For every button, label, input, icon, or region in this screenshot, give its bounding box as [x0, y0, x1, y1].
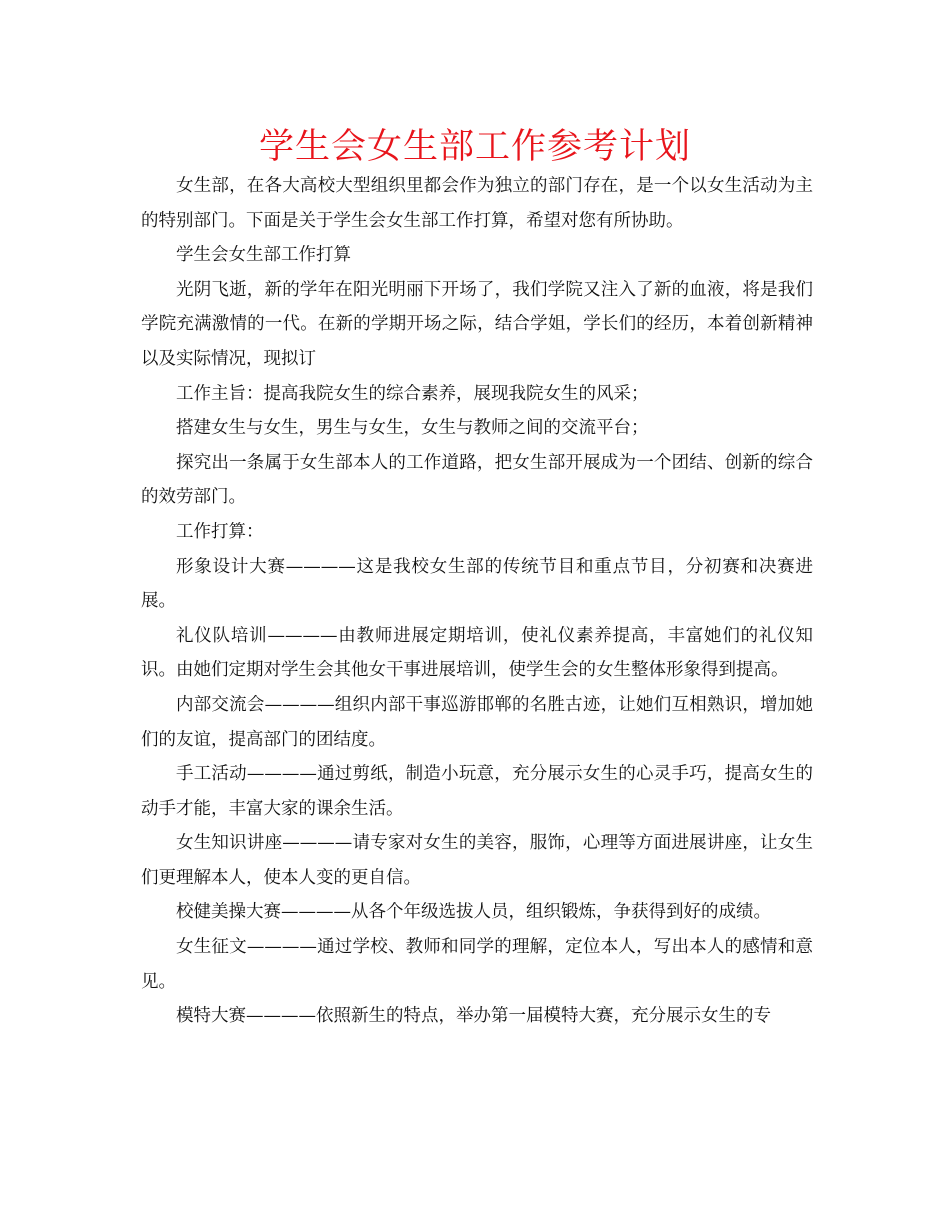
paragraph-purpose: 工作主旨：提高我院女生的综合素养，展现我院女生的风采；	[176, 383, 649, 404]
paragraph-preface: 光阴飞逝，新的学年在阳光明丽下开场了，我们学院又注入了新的血液，将是我们学院充满激情的一代。在新的学期开场之际，结合学姐，学长们的经历，本着创新精神以及实际情况，现拟订	[141, 279, 813, 369]
document-title: 学生会女生部工作参考计划	[258, 127, 691, 167]
paragraph-plan-heading: 学生会女生部工作打算	[176, 245, 351, 266]
paragraph-model-contest: 模特大赛————依照新生的特点，举办第一届模特大赛，充分展示女生的专	[176, 1006, 771, 1027]
paragraph-image-design: 形象设计大赛————这是我校女生部的传统节目和重点节目，分初赛和决赛进展。	[141, 556, 813, 612]
paragraph-essay: 女生征文————通过学校、教师和同学的理解，定位本人，写出本人的感情和意见。	[141, 937, 813, 992]
paragraph-knowledge-lecture: 女生知识讲座————请专家对女生的美容，服饰，心理等方面进展讲座，让女生们更理解本人，使本人变的更自信。	[141, 833, 813, 888]
paragraph-internal-exchange: 内部交流会————组织内部干事巡游邯郸的名胜古迹，让她们互相熟识，增加她们的友谊，提高部门的团结度。	[141, 694, 813, 750]
paragraph-handcraft: 手工活动————通过剪纸，制造小玩意，充分展示女生的心灵手巧，提高女生的动手才能，丰富大家的课余生活。	[141, 764, 813, 819]
paragraph-work-plan-label: 工作打算：	[176, 521, 264, 542]
paragraph-intro: 女生部，在各大高校大型组织里都会作为独立的部门存在，是一个以女生活动为主的特别部门。下面是关于学生会女生部工作打算，希望对您有所协助。	[141, 176, 813, 231]
paragraph-etiquette-training: 礼仪队培训————由教师进展定期培训，使礼仪素养提高，丰富她们的礼仪知识。由她们定期对学生会其他女干事进展培训，使学生会的女生整体形象得到提高。	[141, 625, 813, 681]
paragraph-platform: 搭建女生与女生，男生与女生，女生与教师之间的交流平台；	[176, 418, 649, 439]
paragraph-explore: 探究出一条属于女生部本人的工作道路，把女生部开展成为一个团结、创新的综合的效劳部门。	[141, 452, 813, 508]
document-body	[141, 169, 813, 1034]
paragraph-aerobics: 校健美操大赛————从各个年级选拔人员，组织锻炼，争获得到好的成绩。	[176, 902, 771, 923]
